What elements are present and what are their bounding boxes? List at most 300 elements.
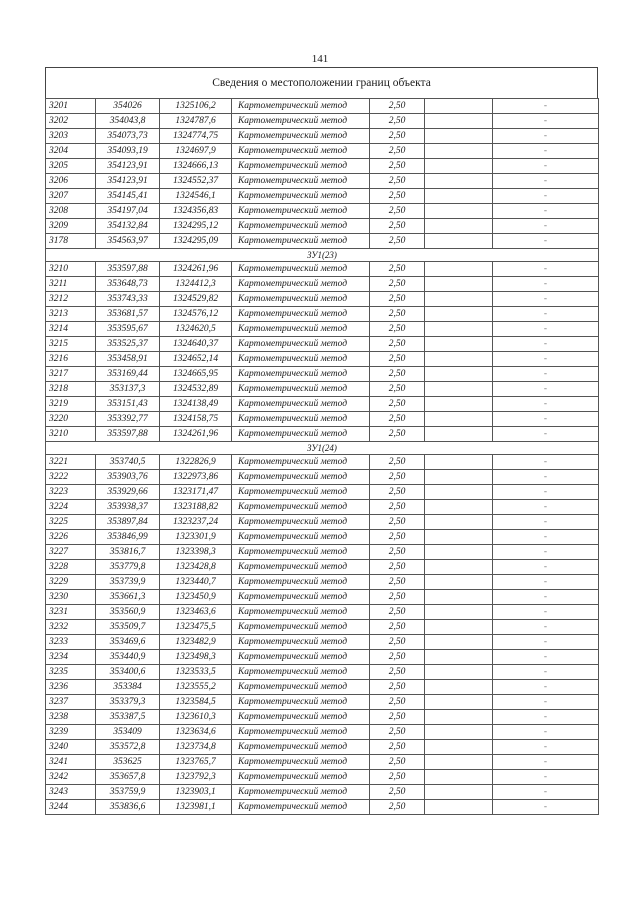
point-number-cell: 3204	[46, 144, 96, 159]
x-coordinate-cell: 353657,8	[96, 770, 160, 785]
note-cell: -	[493, 740, 599, 755]
table-caption: Сведения о местоположении границ объекта	[45, 67, 598, 98]
method-cell: Картометрический метод	[232, 455, 370, 470]
point-number-cell: 3244	[46, 800, 96, 815]
x-coordinate-cell: 354073,73	[96, 129, 160, 144]
method-cell: Картометрический метод	[232, 800, 370, 815]
description-cell	[425, 204, 493, 219]
x-coordinate-cell: 353597,88	[96, 262, 160, 277]
table-row	[46, 234, 599, 249]
y-coordinate-cell: 1323440,7	[160, 575, 232, 590]
x-coordinate-cell: 354026	[96, 99, 160, 114]
table-row	[46, 277, 599, 292]
point-number-cell: 3214	[46, 322, 96, 337]
point-number-cell: 3217	[46, 367, 96, 382]
accuracy-cell: 2,50	[370, 800, 425, 815]
method-cell: Картометрический метод	[232, 605, 370, 620]
method-cell: Картометрический метод	[232, 650, 370, 665]
table-row	[46, 560, 599, 575]
y-coordinate-cell: 1323475,5	[160, 620, 232, 635]
table-row	[46, 455, 599, 470]
method-cell: Картометрический метод	[232, 427, 370, 442]
note-cell: -	[493, 277, 599, 292]
section-title: ЗУ1(24)	[46, 442, 599, 455]
description-cell	[425, 710, 493, 725]
table-row	[46, 725, 599, 740]
method-cell: Картометрический метод	[232, 500, 370, 515]
method-cell: Картометрический метод	[232, 755, 370, 770]
method-cell: Картометрический метод	[232, 234, 370, 249]
note-cell: -	[493, 710, 599, 725]
x-coordinate-cell: 354563,97	[96, 234, 160, 249]
description-cell	[425, 470, 493, 485]
table-row	[46, 367, 599, 382]
description-cell	[425, 262, 493, 277]
y-coordinate-cell: 1324652,14	[160, 352, 232, 367]
description-cell	[425, 219, 493, 234]
x-coordinate-cell: 353740,5	[96, 455, 160, 470]
method-cell: Картометрический метод	[232, 99, 370, 114]
x-coordinate-cell: 353572,8	[96, 740, 160, 755]
accuracy-cell: 2,50	[370, 159, 425, 174]
table-row	[46, 189, 599, 204]
y-coordinate-cell: 1324666,13	[160, 159, 232, 174]
note-cell: -	[493, 307, 599, 322]
accuracy-cell: 2,50	[370, 590, 425, 605]
method-cell: Картометрический метод	[232, 485, 370, 500]
table-row	[46, 470, 599, 485]
x-coordinate-cell: 354132,84	[96, 219, 160, 234]
point-number-cell: 3238	[46, 710, 96, 725]
accuracy-cell: 2,50	[370, 695, 425, 710]
point-number-cell: 3232	[46, 620, 96, 635]
y-coordinate-cell: 1324261,96	[160, 262, 232, 277]
point-number-cell: 3233	[46, 635, 96, 650]
method-cell: Картометрический метод	[232, 545, 370, 560]
y-coordinate-cell: 1323450,9	[160, 590, 232, 605]
point-number-cell: 3178	[46, 234, 96, 249]
note-cell: -	[493, 500, 599, 515]
method-cell: Картометрический метод	[232, 144, 370, 159]
x-coordinate-cell: 354197,04	[96, 204, 160, 219]
note-cell: -	[493, 204, 599, 219]
x-coordinate-cell: 354093,19	[96, 144, 160, 159]
x-coordinate-cell: 353846,99	[96, 530, 160, 545]
x-coordinate-cell: 353525,37	[96, 337, 160, 352]
note-cell: -	[493, 545, 599, 560]
method-cell: Картометрический метод	[232, 680, 370, 695]
x-coordinate-cell: 353379,3	[96, 695, 160, 710]
description-cell	[425, 695, 493, 710]
method-cell: Картометрический метод	[232, 219, 370, 234]
accuracy-cell: 2,50	[370, 292, 425, 307]
point-number-cell: 3201	[46, 99, 96, 114]
table-row	[46, 515, 599, 530]
description-cell	[425, 159, 493, 174]
point-number-cell: 3229	[46, 575, 96, 590]
point-number-cell: 3231	[46, 605, 96, 620]
section-title: ЗУ1(23)	[46, 249, 599, 262]
point-number-cell: 3237	[46, 695, 96, 710]
y-coordinate-cell: 1324640,37	[160, 337, 232, 352]
accuracy-cell: 2,50	[370, 412, 425, 427]
accuracy-cell: 2,50	[370, 174, 425, 189]
x-coordinate-cell: 353409	[96, 725, 160, 740]
accuracy-cell: 2,50	[370, 710, 425, 725]
note-cell: -	[493, 605, 599, 620]
table-row	[46, 695, 599, 710]
table-row	[46, 620, 599, 635]
accuracy-cell: 2,50	[370, 680, 425, 695]
accuracy-cell: 2,50	[370, 500, 425, 515]
note-cell: -	[493, 785, 599, 800]
point-number-cell: 3215	[46, 337, 96, 352]
accuracy-cell: 2,50	[370, 725, 425, 740]
table-row	[46, 292, 599, 307]
y-coordinate-cell: 1324412,3	[160, 277, 232, 292]
accuracy-cell: 2,50	[370, 262, 425, 277]
method-cell: Картометрический метод	[232, 470, 370, 485]
note-cell: -	[493, 800, 599, 815]
accuracy-cell: 2,50	[370, 650, 425, 665]
note-cell: -	[493, 174, 599, 189]
y-coordinate-cell: 1324546,1	[160, 189, 232, 204]
method-cell: Картометрический метод	[232, 770, 370, 785]
x-coordinate-cell: 353759,9	[96, 785, 160, 800]
note-cell: -	[493, 455, 599, 470]
x-coordinate-cell: 353816,7	[96, 545, 160, 560]
y-coordinate-cell: 1323498,3	[160, 650, 232, 665]
x-coordinate-cell: 353743,33	[96, 292, 160, 307]
accuracy-cell: 2,50	[370, 352, 425, 367]
table-row	[46, 159, 599, 174]
table-row	[46, 337, 599, 352]
accuracy-cell: 2,50	[370, 515, 425, 530]
note-cell: -	[493, 397, 599, 412]
description-cell	[425, 352, 493, 367]
note-cell: -	[493, 292, 599, 307]
accuracy-cell: 2,50	[370, 322, 425, 337]
accuracy-cell: 2,50	[370, 114, 425, 129]
table-row	[46, 800, 599, 815]
y-coordinate-cell: 1322826,9	[160, 455, 232, 470]
accuracy-cell: 2,50	[370, 204, 425, 219]
y-coordinate-cell: 1324576,12	[160, 307, 232, 322]
point-number-cell: 3234	[46, 650, 96, 665]
accuracy-cell: 2,50	[370, 530, 425, 545]
y-coordinate-cell: 1323555,2	[160, 680, 232, 695]
note-cell: -	[493, 725, 599, 740]
method-cell: Картометрический метод	[232, 262, 370, 277]
y-coordinate-cell: 1323171,47	[160, 485, 232, 500]
x-coordinate-cell: 353400,6	[96, 665, 160, 680]
method-cell: Картометрический метод	[232, 635, 370, 650]
note-cell: -	[493, 560, 599, 575]
description-cell	[425, 560, 493, 575]
point-number-cell: 3220	[46, 412, 96, 427]
note-cell: -	[493, 680, 599, 695]
y-coordinate-cell: 1323237,24	[160, 515, 232, 530]
x-coordinate-cell: 353929,66	[96, 485, 160, 500]
y-coordinate-cell: 1323463,6	[160, 605, 232, 620]
note-cell: -	[493, 530, 599, 545]
description-cell	[425, 189, 493, 204]
x-coordinate-cell: 353458,91	[96, 352, 160, 367]
point-number-cell: 3203	[46, 129, 96, 144]
y-coordinate-cell: 1323533,5	[160, 665, 232, 680]
point-number-cell: 3228	[46, 560, 96, 575]
table-row	[46, 262, 599, 277]
note-cell: -	[493, 427, 599, 442]
accuracy-cell: 2,50	[370, 397, 425, 412]
method-cell: Картометрический метод	[232, 710, 370, 725]
y-coordinate-cell: 1323188,82	[160, 500, 232, 515]
table-row	[46, 99, 599, 114]
method-cell: Картометрический метод	[232, 159, 370, 174]
table-row	[46, 114, 599, 129]
method-cell: Картометрический метод	[232, 322, 370, 337]
method-cell: Картометрический метод	[232, 204, 370, 219]
section-header-row	[46, 442, 599, 455]
x-coordinate-cell: 353739,9	[96, 575, 160, 590]
note-cell: -	[493, 695, 599, 710]
description-cell	[425, 800, 493, 815]
method-cell: Картометрический метод	[232, 695, 370, 710]
x-coordinate-cell: 354043,8	[96, 114, 160, 129]
point-number-cell: 3213	[46, 307, 96, 322]
description-cell	[425, 575, 493, 590]
description-cell	[425, 129, 493, 144]
point-number-cell: 3222	[46, 470, 96, 485]
description-cell	[425, 367, 493, 382]
table-row	[46, 575, 599, 590]
table-row	[46, 219, 599, 234]
y-coordinate-cell: 1325106,2	[160, 99, 232, 114]
note-cell: -	[493, 665, 599, 680]
point-number-cell: 3239	[46, 725, 96, 740]
y-coordinate-cell: 1324138,49	[160, 397, 232, 412]
method-cell: Картометрический метод	[232, 412, 370, 427]
page-number: 141	[311, 53, 329, 65]
x-coordinate-cell: 353836,6	[96, 800, 160, 815]
x-coordinate-cell: 353137,3	[96, 382, 160, 397]
table-row	[46, 665, 599, 680]
y-coordinate-cell: 1324697,9	[160, 144, 232, 159]
y-coordinate-cell: 1323981,1	[160, 800, 232, 815]
note-cell: -	[493, 650, 599, 665]
description-cell	[425, 234, 493, 249]
y-coordinate-cell: 1323482,9	[160, 635, 232, 650]
description-cell	[425, 770, 493, 785]
y-coordinate-cell: 1324774,75	[160, 129, 232, 144]
point-number-cell: 3221	[46, 455, 96, 470]
accuracy-cell: 2,50	[370, 470, 425, 485]
table-row	[46, 770, 599, 785]
accuracy-cell: 2,50	[370, 665, 425, 680]
description-cell	[425, 620, 493, 635]
note-cell: -	[493, 99, 599, 114]
point-number-cell: 3209	[46, 219, 96, 234]
x-coordinate-cell: 354145,41	[96, 189, 160, 204]
point-number-cell: 3226	[46, 530, 96, 545]
accuracy-cell: 2,50	[370, 605, 425, 620]
point-number-cell: 3205	[46, 159, 96, 174]
method-cell: Картометрический метод	[232, 515, 370, 530]
description-cell	[425, 725, 493, 740]
note-cell: -	[493, 515, 599, 530]
method-cell: Картометрический метод	[232, 397, 370, 412]
table-row	[46, 755, 599, 770]
x-coordinate-cell: 353897,84	[96, 515, 160, 530]
note-cell: -	[493, 485, 599, 500]
point-number-cell: 3216	[46, 352, 96, 367]
description-cell	[425, 530, 493, 545]
table-row	[46, 427, 599, 442]
accuracy-cell: 2,50	[370, 740, 425, 755]
table-row	[46, 545, 599, 560]
point-number-cell: 3240	[46, 740, 96, 755]
accuracy-cell: 2,50	[370, 219, 425, 234]
table-row	[46, 382, 599, 397]
point-number-cell: 3210	[46, 427, 96, 442]
accuracy-cell: 2,50	[370, 560, 425, 575]
description-cell	[425, 427, 493, 442]
note-cell: -	[493, 367, 599, 382]
method-cell: Картометрический метод	[232, 620, 370, 635]
accuracy-cell: 2,50	[370, 427, 425, 442]
x-coordinate-cell: 353169,44	[96, 367, 160, 382]
x-coordinate-cell: 354123,91	[96, 159, 160, 174]
method-cell: Картометрический метод	[232, 740, 370, 755]
x-coordinate-cell: 353384	[96, 680, 160, 695]
x-coordinate-cell: 353440,9	[96, 650, 160, 665]
table-row	[46, 129, 599, 144]
y-coordinate-cell: 1324532,89	[160, 382, 232, 397]
note-cell: -	[493, 412, 599, 427]
note-cell: -	[493, 262, 599, 277]
x-coordinate-cell: 353938,37	[96, 500, 160, 515]
point-number-cell: 3207	[46, 189, 96, 204]
y-coordinate-cell: 1323301,9	[160, 530, 232, 545]
table-row	[46, 144, 599, 159]
method-cell: Картометрический метод	[232, 114, 370, 129]
x-coordinate-cell: 353151,43	[96, 397, 160, 412]
table-row	[46, 352, 599, 367]
note-cell: -	[493, 382, 599, 397]
note-cell: -	[493, 470, 599, 485]
method-cell: Картометрический метод	[232, 725, 370, 740]
note-cell: -	[493, 322, 599, 337]
x-coordinate-cell: 353903,76	[96, 470, 160, 485]
x-coordinate-cell: 353387,5	[96, 710, 160, 725]
point-number-cell: 3225	[46, 515, 96, 530]
point-number-cell: 3230	[46, 590, 96, 605]
accuracy-cell: 2,50	[370, 455, 425, 470]
description-cell	[425, 307, 493, 322]
table-row	[46, 680, 599, 695]
note-cell: -	[493, 352, 599, 367]
method-cell: Картометрический метод	[232, 575, 370, 590]
accuracy-cell: 2,50	[370, 99, 425, 114]
description-cell	[425, 277, 493, 292]
table-row	[46, 740, 599, 755]
y-coordinate-cell: 1323792,3	[160, 770, 232, 785]
accuracy-cell: 2,50	[370, 129, 425, 144]
method-cell: Картометрический метод	[232, 590, 370, 605]
accuracy-cell: 2,50	[370, 144, 425, 159]
table-row	[46, 635, 599, 650]
y-coordinate-cell: 1323634,6	[160, 725, 232, 740]
point-number-cell: 3243	[46, 785, 96, 800]
description-cell	[425, 785, 493, 800]
method-cell: Картометрический метод	[232, 174, 370, 189]
y-coordinate-cell: 1324529,82	[160, 292, 232, 307]
point-number-cell: 3211	[46, 277, 96, 292]
accuracy-cell: 2,50	[370, 234, 425, 249]
description-cell	[425, 650, 493, 665]
coordinates-table	[45, 98, 599, 815]
boundary-table	[45, 67, 598, 815]
y-coordinate-cell: 1324552,37	[160, 174, 232, 189]
note-cell: -	[493, 590, 599, 605]
y-coordinate-cell: 1323903,1	[160, 785, 232, 800]
note-cell: -	[493, 159, 599, 174]
x-coordinate-cell: 353661,3	[96, 590, 160, 605]
y-coordinate-cell: 1324158,75	[160, 412, 232, 427]
point-number-cell: 3210	[46, 262, 96, 277]
note-cell: -	[493, 755, 599, 770]
table-row	[46, 412, 599, 427]
table-row	[46, 710, 599, 725]
accuracy-cell: 2,50	[370, 307, 425, 322]
accuracy-cell: 2,50	[370, 755, 425, 770]
note-cell: -	[493, 219, 599, 234]
note-cell: -	[493, 620, 599, 635]
table-row	[46, 590, 599, 605]
point-number-cell: 3223	[46, 485, 96, 500]
method-cell: Картометрический метод	[232, 337, 370, 352]
note-cell: -	[493, 337, 599, 352]
method-cell: Картометрический метод	[232, 665, 370, 680]
accuracy-cell: 2,50	[370, 635, 425, 650]
accuracy-cell: 2,50	[370, 770, 425, 785]
x-coordinate-cell: 353597,88	[96, 427, 160, 442]
y-coordinate-cell: 1323428,8	[160, 560, 232, 575]
table-row	[46, 650, 599, 665]
note-cell: -	[493, 144, 599, 159]
point-number-cell: 3202	[46, 114, 96, 129]
table-row	[46, 307, 599, 322]
accuracy-cell: 2,50	[370, 277, 425, 292]
x-coordinate-cell: 353560,9	[96, 605, 160, 620]
description-cell	[425, 337, 493, 352]
y-coordinate-cell: 1324620,5	[160, 322, 232, 337]
table-row	[46, 485, 599, 500]
note-cell: -	[493, 635, 599, 650]
x-coordinate-cell: 353509,7	[96, 620, 160, 635]
point-number-cell: 3224	[46, 500, 96, 515]
description-cell	[425, 322, 493, 337]
description-cell	[425, 545, 493, 560]
table-row	[46, 174, 599, 189]
accuracy-cell: 2,50	[370, 545, 425, 560]
x-coordinate-cell: 353625	[96, 755, 160, 770]
method-cell: Картометрический метод	[232, 277, 370, 292]
y-coordinate-cell: 1324356,83	[160, 204, 232, 219]
note-cell: -	[493, 770, 599, 785]
section-header-row	[46, 249, 599, 262]
table-row	[46, 530, 599, 545]
